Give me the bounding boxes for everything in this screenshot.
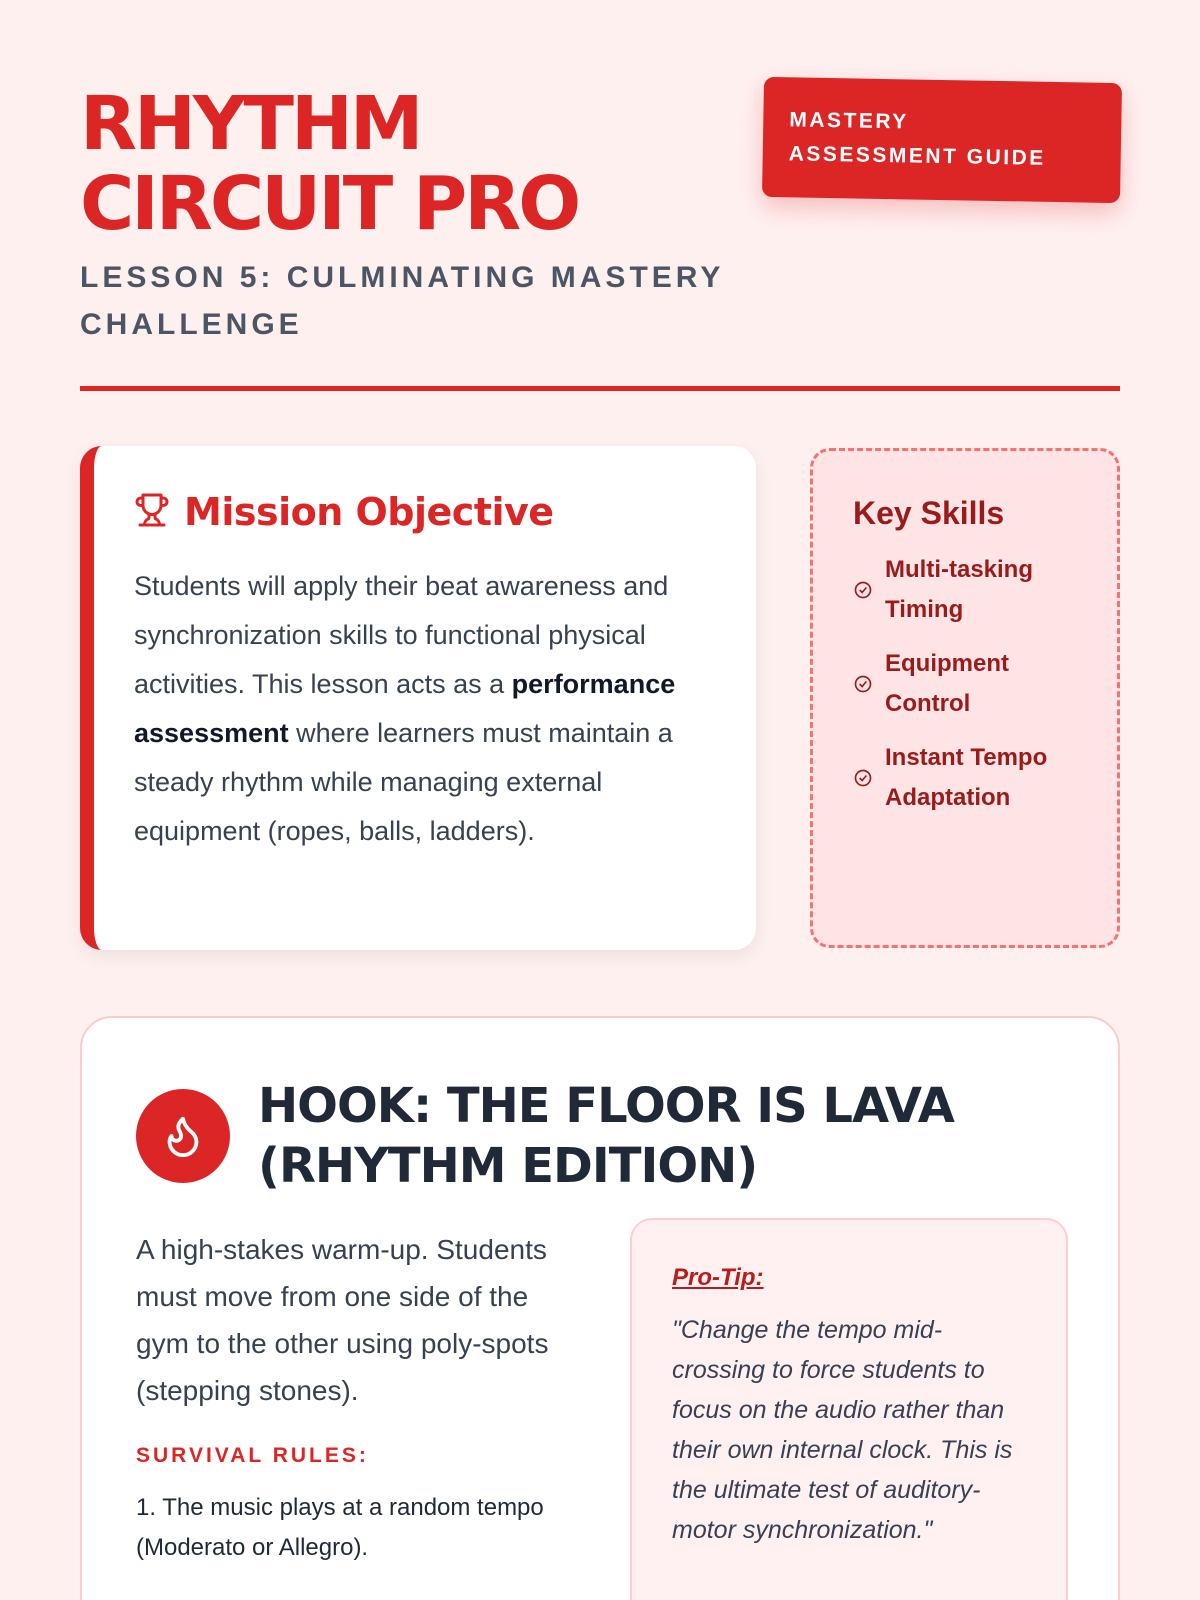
hook-card: [80, 1016, 1120, 1600]
lesson-subtitle: LESSON 5: CULMINATING MASTERY CHALLENGE: [80, 261, 724, 341]
fire-icon: [136, 1089, 230, 1183]
trophy-icon: [134, 491, 170, 534]
check-circle-icon: [853, 674, 873, 694]
pro-tip-quote: "Change the tempo mid-crossing to force students to focus on the audio rather than their own internal clock. This is the ultimate test of auditory-motor synchronization.": [672, 1316, 1013, 1544]
badge-line-1: MASTERY: [789, 108, 909, 134]
key-skills-panel: [810, 448, 1120, 948]
skill-label: Multi-tasking Timing: [885, 556, 1033, 623]
mission-title: Mission Objective: [184, 490, 554, 534]
hook-title: HOOK: THE FLOOR IS LAVA (RHYTHM EDITION): [258, 1078, 954, 1194]
mission-text-bold: performance assessment: [134, 669, 676, 748]
hook-header: [136, 1076, 1064, 1196]
survival-rules-heading: SURVIVAL RULES:: [136, 1444, 369, 1467]
hook-body: [136, 1226, 566, 1568]
badge-line-2: ASSESSMENT GUIDE: [788, 142, 1046, 170]
key-skills-list: [853, 550, 1077, 818]
header-divider: [80, 386, 1120, 391]
mission-card: [80, 446, 756, 950]
list-item: [853, 644, 1077, 724]
list-item: [853, 738, 1077, 818]
skill-label: Instant Tempo Adaptation: [885, 744, 1048, 811]
check-circle-icon: [853, 768, 873, 788]
assessment-badge: [762, 77, 1122, 203]
title-line-1: RHYTHM: [80, 81, 421, 167]
list-item: [853, 550, 1077, 630]
pro-tip-box: [630, 1218, 1068, 1600]
key-skills-title: Key Skills: [853, 495, 1005, 531]
title-line-2: CIRCUIT PRO: [80, 161, 579, 247]
hook-description: A high-stakes warm-up. Students must move from one side of the gym to the other using poly-spots (stepping stones).: [136, 1234, 549, 1406]
mission-text: Students will apply their beat awareness and synchronization skills to functional physical activities. This lesson acts as a performance assessment where learners must maintain a steady rhythm while managing external equipment (ropes, balls, ladders).: [134, 571, 676, 846]
skill-label: Equipment Control: [885, 650, 1009, 717]
check-circle-icon: [853, 580, 873, 600]
mission-header: [134, 490, 716, 534]
pro-tip-label: Pro-Tip:: [672, 1264, 764, 1291]
page-title: [80, 81, 579, 247]
survival-rule-1: 1. The music plays at a random tempo (Moderato or Allegro).: [136, 1494, 544, 1561]
